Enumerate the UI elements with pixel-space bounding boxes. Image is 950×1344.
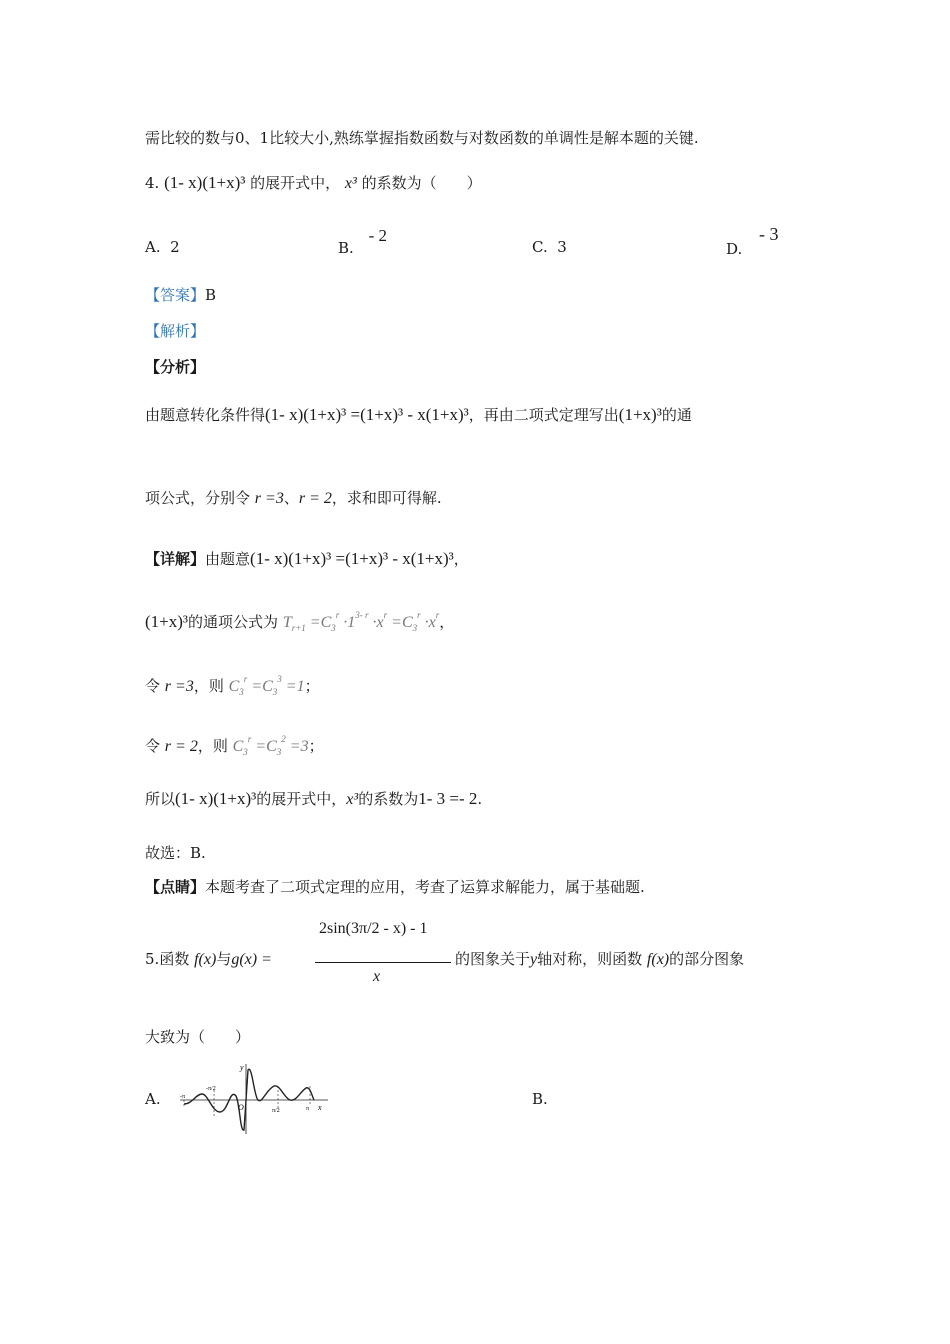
superscript: r [243, 674, 248, 684]
symbol: T [282, 614, 292, 631]
formula: (1- x)(1+x)³ [175, 789, 257, 808]
formula: (1- x)(1+x)³ =(1+x)³ - x(1+x)³ [265, 405, 469, 424]
q4-option-a[interactable] [145, 238, 180, 256]
origin-label: O [238, 1103, 244, 1112]
fenxi-line-2 [145, 487, 442, 510]
superscript: r [417, 610, 421, 620]
q4-stem [145, 172, 482, 195]
q5-option-b-label[interactable]: B. [532, 1090, 548, 1108]
intro-text: 需比较的数与0、1比较大小,熟练掌握指数函数与对数函数的单调性是解本题的关键. [145, 129, 699, 147]
text: 的通 [661, 406, 692, 424]
fraction-numerator: 2sin(3π/2 - x) - 1 [319, 920, 428, 937]
text: 令 [145, 737, 161, 755]
q5-fraction [313, 920, 453, 990]
superscript: r [247, 734, 252, 744]
text: 所以 [145, 790, 176, 808]
formula: y [530, 951, 538, 968]
q4-option-c[interactable] [532, 238, 567, 256]
formula: 1- 3 =- 2 [418, 789, 478, 808]
subscript: 3 [412, 623, 418, 633]
tick-neg-pi: -π [180, 1094, 186, 1100]
text: ，则 [193, 677, 224, 695]
symbol: =3 [285, 738, 309, 755]
fenxi-line-1 [145, 404, 692, 426]
superscript: r [335, 610, 340, 620]
detail-line-5 [145, 788, 482, 811]
text: 项公式，分别令 [145, 489, 251, 507]
formula: g(x) = [231, 951, 272, 968]
text: ， [453, 550, 469, 568]
x-label: x [318, 1103, 322, 1112]
option-value: - 3 [759, 224, 779, 244]
subscript: 3 [331, 623, 336, 633]
text: ，则 [197, 737, 228, 755]
option-letter: C. [532, 238, 548, 256]
q4-stem-text: 的展开式中， [250, 174, 341, 192]
subscript: 3 [239, 687, 244, 697]
formula: f(x) [194, 951, 217, 968]
comment-tag: 【点睛】 [145, 878, 206, 896]
symbol: =C [387, 614, 413, 631]
symbol: ·x [420, 614, 436, 631]
text: ； [304, 677, 320, 695]
superscript: r [383, 610, 388, 620]
text: 轴对称，则函数 [537, 950, 643, 968]
text: 的通项公式为 [188, 613, 279, 631]
option-value: 3 [557, 238, 567, 256]
detail-line-2 [145, 604, 454, 639]
text: 的部分图象 [669, 950, 745, 968]
q5-number: 5. [145, 950, 160, 968]
subscript: 3 [272, 687, 278, 697]
subscript: 3 [243, 747, 248, 757]
detail-line-4 [145, 728, 324, 763]
answer-value: B [205, 286, 217, 304]
answer-line [145, 284, 216, 306]
text: 函数 [159, 950, 190, 968]
symbol: ·x [368, 614, 384, 631]
answer-tag: 【答案】 [145, 286, 206, 304]
text: 的图象关于 [455, 950, 531, 968]
text: ，再由二项式定理写出 [468, 406, 619, 424]
superscript: r [435, 610, 440, 620]
text: . [477, 790, 483, 808]
symbol: =1 [281, 678, 305, 695]
symbol: =C [305, 614, 332, 631]
formula: (1+x)³ [618, 405, 662, 424]
q5-stem-line-1b [455, 948, 744, 971]
formula-general-term [282, 610, 440, 633]
text: 由题意转化条件得 [145, 406, 266, 424]
text: 与 [216, 950, 232, 968]
text: 令 [145, 677, 161, 695]
option-letter: A. [145, 238, 161, 256]
symbol: ·1 [339, 614, 356, 631]
text: 的展开式中， [256, 790, 347, 808]
q5-option-a-graph[interactable] [178, 1060, 338, 1136]
option-value: - 2 [368, 226, 387, 245]
q5-stem-line-1 [145, 948, 272, 971]
text: 的系数为 [358, 790, 419, 808]
formula: f(x) [646, 951, 670, 968]
superscript: 2 [281, 734, 286, 744]
detail-line-1 [145, 548, 469, 570]
symbol: C [228, 678, 240, 695]
symbol: =C [251, 738, 277, 755]
q4-term: x³ [344, 175, 357, 192]
formula: (1+x)³ [145, 612, 189, 631]
subscript: 3 [276, 747, 282, 757]
option-letter: D. [726, 240, 743, 258]
superscript: 3- r [355, 610, 369, 620]
fraction-bar [315, 962, 451, 963]
symbol: =C [247, 678, 273, 695]
formula: x³ [346, 791, 359, 808]
formula: r = 2 [298, 490, 332, 507]
subscript: r+1 [291, 623, 306, 633]
fraction-denominator: x [373, 968, 381, 985]
text: 由题意 [205, 550, 251, 568]
text: ， [439, 613, 455, 631]
tick-neg-half-pi: -π/2 [206, 1086, 216, 1092]
option-letter: B. [338, 239, 354, 257]
formula: r =3 [164, 678, 194, 695]
choose-line: 故选：B. [145, 844, 206, 862]
tick-pi: π [306, 1106, 310, 1112]
q5-stem-line-2: 大致为（ ） [145, 1028, 251, 1046]
symbol: C [232, 738, 244, 755]
detail-tag: 【详解】 [145, 550, 206, 568]
detail-line-3 [145, 668, 320, 703]
q4-option-d[interactable] [726, 224, 779, 259]
formula: (1- x)(1+x)³ =(1+x)³ - x(1+x)³ [250, 549, 454, 568]
formula-combination [228, 674, 305, 697]
text: ，求和即可得解. [331, 489, 442, 507]
q4-option-b[interactable] [338, 226, 387, 258]
q5-option-a-label[interactable]: A. [145, 1090, 161, 1108]
formula-combination [232, 734, 309, 757]
q4-stem-tail: 的系数为（ ） [361, 174, 482, 192]
analysis-tag: 【解析】 [145, 322, 206, 340]
option-value: 2 [170, 238, 180, 256]
q4-expression: (1- x)(1+x)³ [164, 173, 246, 192]
text: 、 [283, 489, 299, 507]
text: ； [308, 737, 324, 755]
superscript: 3 [277, 674, 282, 684]
y-label: y [240, 1063, 244, 1072]
comment-line [145, 876, 645, 898]
q4-number: 4. [145, 174, 160, 192]
formula: r = 2 [164, 738, 198, 755]
formula: r =3 [254, 490, 284, 507]
comment-text: 本题考查了二项式定理的应用，考查了运算求解能力，属于基础题. [205, 878, 645, 896]
tick-half-pi: π/2 [272, 1108, 280, 1114]
fenxi-tag: 【分析】 [145, 358, 206, 376]
